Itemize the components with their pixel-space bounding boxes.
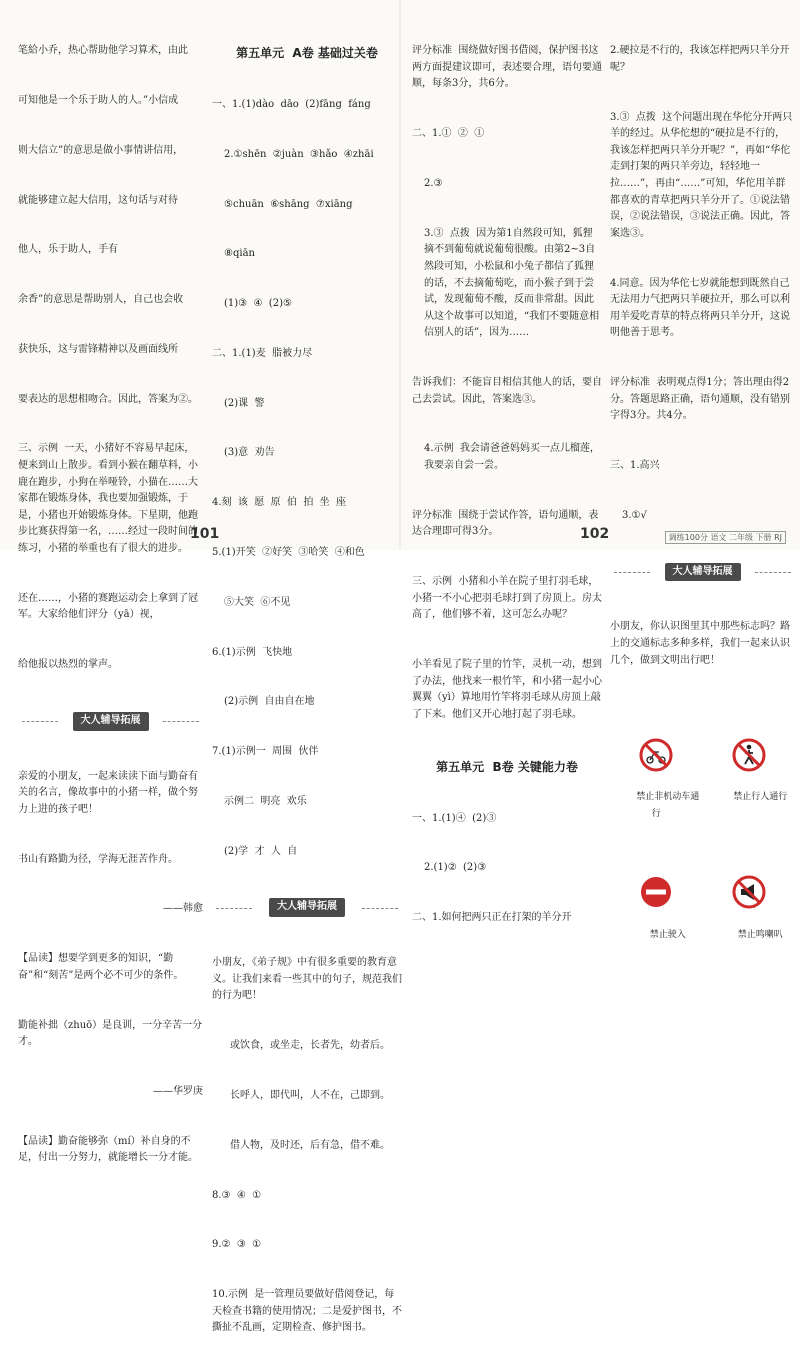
no-pedestrian-sign-icon [732,738,766,772]
text-line: 余香”的意思是帮助别人，自己也会收 [18,294,184,306]
answer-line: 7.(1)示例一 周围 伙伴 [212,746,319,758]
answer-line: 一、1.(1)④ (2)③ [412,812,497,824]
column-4 [610,10,795,996]
no-honking-sign-icon [732,875,766,909]
text-line: 则大信立”的意思是做小事情讲信用， [18,144,184,156]
answer-line: (1)③ ④ (2)⑤ [224,298,292,310]
answer-line: 2.①shēn ②juàn ③hǎo ④zhāi [224,148,374,160]
unit-title: 第五单元 B卷 关键能力卷 [436,759,578,774]
traffic-sign [705,704,793,839]
answer-line: (2)示例 自由自在地 [224,696,315,708]
answer-paragraph: 三、示例 小猪和小羊在院子里打羽毛球，小猪一不小心把羽毛球打到了房顶上。房太高了，他们够不着，这可怎么办呢？ [412,576,602,621]
poem-line: 长呼人，即代叫，人不在，己即到。 [230,1090,390,1101]
text-paragraph: 三、示例 一天，小猪好不容易早起床，便来到山上散步。看到小猴在翻草料，小鹿在跑步，小狗在举哑铃，小猫在……大家都在锻炼身体，我也要加强锻炼，于是，小猪也开始锻炼身体。下星期，他跑步比赛获得第一名，……经过一段时间的练习，小猪的举重也有了很大的进步。 [18,443,198,554]
answer-line: (2)学 才 人 自 [224,845,298,857]
no-entry-sign-icon [639,875,673,909]
text-paragraph: 【品读】勤奋能够弥（mí）补自身的不足，付出一分努力，就能增长一分才能。 [18,1135,198,1164]
answer-line: 二、1.① ② ① [412,128,485,140]
answer-line: 3.①√ [622,509,647,521]
answer-paragraph: 4.示例 我会请爸爸妈妈买一点儿榴莲，我要亲自尝一尝。 [424,443,600,472]
text-paragraph: 亲爱的小朋友，一起来读读下面与勤奋有关的名言，像故事中的小猪一样，做个努力上进的孩子吧！ [18,770,198,815]
traffic-sign [612,704,700,839]
text-line: 还在……，小猪的赛跑运动会上拿到了冠军。大家给他们评分（yā）视， [18,592,198,621]
answer-line: (2)课 警 [224,397,265,409]
text-paragraph: 【品读】想要学到更多的知识，“勤奋”和“刻苦”是两个必不可少的条件。 [18,953,184,981]
page-number-left: 101 [190,526,220,542]
answer-line: 示例二 明亮 欢乐 [224,795,307,807]
sign-label: 禁止非机动车通行 [636,792,700,819]
scoring-note: 评分标准 表明观点得1分；答出理由得2分。答题思路正确，语句通顺，没有错别字得3分。共4分。 [610,377,790,422]
section-banner: 大人辅导拓展 [18,712,203,731]
answer-line: ⑤大笑 ⑥不见 [224,596,291,608]
answer-line: 2.硬拉是不行的，我该怎样把两只羊分开呢？ [610,45,790,73]
text-line: 获快乐，这与雷锋精神以及画面线所 [18,343,178,355]
section-banner: 大人辅导拓展 [212,898,402,917]
section-banner: 大人辅导拓展 [610,563,795,582]
answer-line: ⑧qiān [224,248,255,260]
sign-label: 禁止鸣喇叭 [737,929,783,940]
traffic-signs [610,704,795,963]
answer-line: 一、1.(1)dào dāo (2)fāng fáng [212,98,371,110]
sign-label: 禁止驶入 [649,929,686,940]
column-3 [412,10,602,960]
book-brand: 调练100分 语文 二年级 下册 RJ [665,531,786,544]
column-2 [212,10,402,1370]
text-line: 就能够建立起大信用，这句话与对待 [18,194,178,206]
no-motor-vehicle-sign-icon [639,738,673,772]
text-paragraph: 小朋友，《弟子规》中有很多重要的教育意义。让我们来看一些其中的句子，规范我们的行为吧！ [212,957,402,1002]
poem-line: 或饮食，或坐走，长者先，幼者后。 [230,1040,390,1052]
answer-paragraph: 3.③ 点拨 这个问题出现在华佗分开两只羊的经过。从华佗想的“硬拉是不行的，我该怎样把两只羊分开呢？”，再如“华佗走到打架的两只羊旁边，轻轻地一拉……”，再由“……”可知，华佗用羊群都喜欢的青草把两只羊分开了。①说法错误，②说法错误，③说法正确。因此，答案选③。 [610,111,793,239]
text-line: 给他报以热烈的掌声。 [18,659,118,671]
answer-line: 二、1.(1)麦 脂被力尽 [212,347,313,359]
text-line: 可知他是一个乐于助人的人。”小信成 [18,94,179,106]
answer-paragraph: 告诉我们：不能盲目相信其他人的话，要自己去尝试。因此，答案选③。 [412,377,602,405]
text-line: 他人，乐于助人，手有 [18,244,118,256]
text-line: 笔給小乔，热心帮助他学习算术，由此 [18,45,188,57]
answer-line: 6.(1)示例 飞快地 [212,646,293,658]
poem-line: 借人物，及时还，后有急，借不难。 [230,1139,390,1151]
page-number-right: 102 [580,526,610,542]
answer-line: ⑤chuān ⑥shāng ⑦xiāng [224,198,353,210]
answer-line: (3)意 劝告 [224,447,275,459]
answer-line: 4.刻 该 愿 原 伯 拍 坐 座 [212,497,347,509]
quote-author: ——韩愈 [163,903,203,915]
quote-author: ——华罗庚 [153,1086,203,1097]
answer-paragraph: 10.示例 是一管理员要做好借阅登记，每天检查书籍的使用情况；二是爱护图书，不撕扯不乱画，定期检查、修护图书。 [212,1289,402,1334]
answer-paragraph: 3.③ 点拨 因为第1自然段可知，狐狸摘不到葡萄就说葡萄很酸。由第2~3自然段可知，小松鼠和小兔子都信了狐狸的话，不去摘葡萄吃，而小猴子到于尝试，发现葡萄不酸，反而非常甜。因此从这个故事可以知道，“我们不要随意相信别人的话”，因为…… [424,227,600,339]
answer-paragraph: 小羊看见了院子里的竹竿，灵机一动，想到了办法，他找来一根竹竿，和小猪一起小心翼翼（yì）算地用竹竿将羽毛球从房顶上敲了下来。他们又开心地打起了羽毛球。 [412,659,602,720]
scoring-note: 评分标准 围绕于尝试作答，语句通顺，表达合理即可得3分。 [412,509,599,538]
answer-line: 三、1.高兴 [610,460,660,472]
answer-line: 8.③ ④ ① [212,1189,262,1201]
unit-title: 第五单元 A卷 基础过关卷 [236,46,378,61]
traffic-sign [705,842,793,960]
column-1 [18,10,203,1200]
text-line: 要表达的思想相吻合。因此，答案为②。 [18,393,198,405]
answer-line: 2.③ [424,177,443,189]
answer-line: 2.(1)② (2)③ [424,862,487,874]
answer-paragraph: 4.同意。因为华佗七岁就能想到既然自己无法用力气把两只羊硬拉开，那么可以利用羊爱吃青草的特点将两只羊分开，这说明他善于思考。 [610,277,790,339]
answer-line: 5.(1)开笑 ②好笑 ③哈笑 ④和色 [212,547,365,558]
answer-line: 9.② ③ ① [212,1239,262,1251]
quote-line: 书山有路勤为径，学海无涯苦作舟。 [18,853,178,865]
scoring-note: 评分标准 围绕做好图书借阅，保护图书这两方面提建议即可，表述要合理，语句要通顺，每条3分，共6分。 [412,45,602,90]
quote-line: 勤能补拙（zhuō）是良训，一分辛苦一分才。 [18,1019,203,1048]
sign-label: 禁止行人通行 [733,792,788,803]
answer-line: 二、1.如何把两只正在打架的羊分开 [412,912,572,924]
traffic-sign [612,842,700,960]
text-paragraph: 小朋友，你认识图里其中那些标志吗？路上的交通标志多种多样，我们一起来认识几个，做到文明出行吧！ [610,621,790,666]
